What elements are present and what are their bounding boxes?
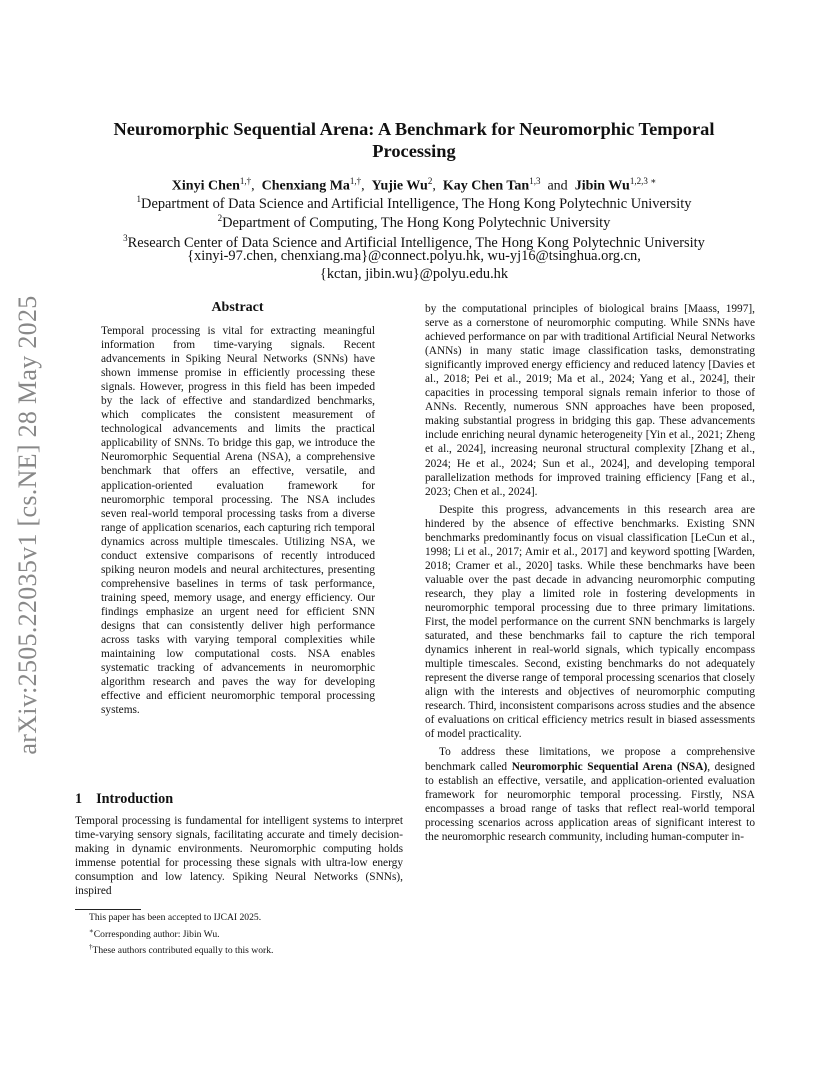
- intro-text: Temporal processing is fundamental for intelligent systems to interpret time-varying sensory signals, facilitating accurate and timely decision-making in dynamic environments. Neuromorphic computing holds immense potential for processing these signals with ultra-low energy consumption and low latency. Spiking Neural Networks (SNNs), inspired: [75, 815, 403, 898]
- footnotes: [89, 912, 403, 958]
- author-name: Yujie Wu: [371, 178, 428, 194]
- footnote-text: Corresponding author: Jibin Wu.: [93, 928, 220, 940]
- section-number: 1: [75, 791, 83, 807]
- benchmark-name: Neuromorphic Sequential Arena (NSA): [511, 760, 708, 773]
- body-text: , designed to establish an effective, versatile, and application-oriented evaluation framework for neuromorphic temporal processing. Firstly, NSA encompasses a broad range of tasks that reflect real-world temporal processing scenarios across application areas of significant interest to the neuromorphic research community, including human-computer in-: [425, 760, 755, 843]
- affiliation-mark: 1: [136, 194, 142, 204]
- footnote: [89, 941, 403, 958]
- author-name: Xinyi Chen: [171, 178, 240, 194]
- email-line-1: {xinyi-97.chen, chenxiang.ma}@connect.polyu.hk, wu-yj16@tsinghua.org.cn,: [187, 248, 641, 264]
- author-marks: 1,†: [349, 176, 362, 186]
- affiliation-mark: 3: [123, 233, 128, 243]
- footnote-text: This paper has been accepted to IJCAI 2025.: [89, 912, 262, 923]
- abstract-body: [101, 324, 375, 717]
- affiliation-mark: 2: [217, 213, 223, 223]
- author-marks: 1,2,3 ∗: [629, 176, 657, 186]
- footnote-mark: †: [89, 943, 93, 952]
- footnote: [89, 925, 403, 942]
- email-line-2: {kctan, jibin.wu}@polyu.edu.hk: [319, 266, 509, 282]
- arxiv-side-identifier: [8, 290, 48, 760]
- footnote-rule: [75, 909, 141, 910]
- footnote-mark: ∗: [89, 926, 94, 935]
- author-marks: 1,†: [239, 176, 252, 186]
- author-marks: 1,3: [529, 176, 541, 186]
- footnote-text: These authors contributed equally to this work.: [92, 945, 274, 957]
- section-title: Introduction: [96, 791, 174, 807]
- affiliation-text: Department of Computing, The Hong Kong Polytechnic University: [222, 214, 611, 231]
- section-heading: [75, 791, 173, 808]
- body-paragraph: Despite this progress, advancements in this research area are hindered by the absence of effective benchmarks. Existing SNN benchmarks predominantly focus on visual classification [LeCun et al., 1998; Li et al., 2017; Amir et al., 2017] and keyword spotting [Warden, 2018; Cramer et al., 2020] tasks. While these benchmarks have been valuable over the past decade in advancing neuromorphic computing research, they play a limited role in fostering developments in neuromorphic temporal processing due to three primary limitations. First, the model performance on the current SNN benchmarks is largely saturated, and these benchmarks fail to capture the rich temporal dynamics inherent in real-world signals, which typically encompass multiple timescales. Second, existing benchmarks do not adequately represent the diverse range of temporal processing scenarios that closely align with the interests and objectives of neuromorphic computing research. Third, inconsistent comparisons across studies and the absence of evaluations on critical efficiency metrics result in biased assessments of model practicality.: [425, 503, 755, 741]
- body-paragraph: [425, 745, 755, 843]
- affiliation-text: Research Center of Data Science and Artificial Intelligence, The Hong Kong Polytechnic University: [127, 234, 705, 251]
- right-column: [425, 302, 755, 844]
- author-name: Chenxiang Ma: [261, 178, 350, 194]
- intro-paragraph: [75, 814, 403, 898]
- footnote: [89, 912, 403, 925]
- author-name: Jibin Wu: [574, 178, 630, 194]
- author-marks: 2: [427, 176, 433, 186]
- author-list: Xinyi Chen$^{1,\dagger}$, Chenxiang $Ma^{1,\dagger}$, Yujie Wu$^2$, Kay Chen Tan$^{1,3}$ and Jibin $Wu^{1,2,3 ∗}$: [171, 176, 657, 194]
- abstract-text: Temporal processing is vital for extracting meaningful information from time-varying signals. Recent advancements in Spiking Neural Networks (SNNs) have shown immense promise in efficiently processing these signals. However, progress in this field has been impeded by the lack of effective and standardized benchmarks, which complicates the consistent measurement of technological advancements and limits the practical applicability of SNNs. To bridge this gap, we introduce the Neuromorphic Sequential Arena (NSA), a comprehensive benchmark that offers an effective, versatile, and application-oriented evaluation framework for neuromorphic temporal processing. The NSA includes seven real-world temporal processing tasks from a diverse range of application scenarios, each capturing rich temporal dynamics across multiple timescales. Utilizing NSA, we conduct extensive comparisons of recently introduced spiking neuron models and neural architectures, presenting comprehensive baselines in terms of task performance, training speed, memory usage, and energy efficiency. Our findings emphasize an urgent need for efficient SNN designs that can consistently deliver high performance across tasks with varying temporal complexities while maintaining low computational costs. NSA enables systematic tracking of advancements in neuromorphic algorithm research and paves the way for developing effective and efficient neuromorphic temporal processing systems.: [101, 325, 375, 717]
- author-name: Kay Chen Tan: [442, 178, 530, 194]
- body-text: To address these limitations, we propose a comprehensive benchmark called: [425, 746, 755, 773]
- paper-title: Neuromorphic Sequential Arena: A Benchmark for Neuromorphic Temporal Processing: [113, 119, 715, 161]
- body-paragraph: by the computational principles of biological brains [Maass, 1997], serve as a cornerstone of neuromorphic computing. While SNNs have achieved performance on par with traditional Artificial Neural Networks (ANNs) in many static image classification tasks, demonstrating significantly improved energy efficiency and reduced latency [Davies et al., 2018; Pei et al., 2019; Ma et al., 2024; Yang et al., 2024], their capacities in processing temporal signals remain inferior to those of ANNs. Recently, numerous SNN approaches have been proposed, making substantial progress in bridging this gap. These advancements include enriching neural dynamic heterogeneity [Yin et al., 2021; Zheng et al., 2024], increasing neuronal structural complexity [Zhang et al., 2024; He et al., 2024; Sun et al., 2024], and developing temporal parallelization methods for improved training efficiency [Fang et al., 2023; Chen et al., 2024].: [425, 303, 755, 498]
- abstract-heading: Abstract: [211, 300, 264, 315]
- author-connector: and: [547, 178, 568, 194]
- arxiv-id-text: arXiv:2505.22035v1 [cs.NE] 28 May 2025: [13, 295, 42, 755]
- affiliation-text: Department of Data Science and Artificial Intelligence, The Hong Kong Polytechnic University: [141, 195, 692, 212]
